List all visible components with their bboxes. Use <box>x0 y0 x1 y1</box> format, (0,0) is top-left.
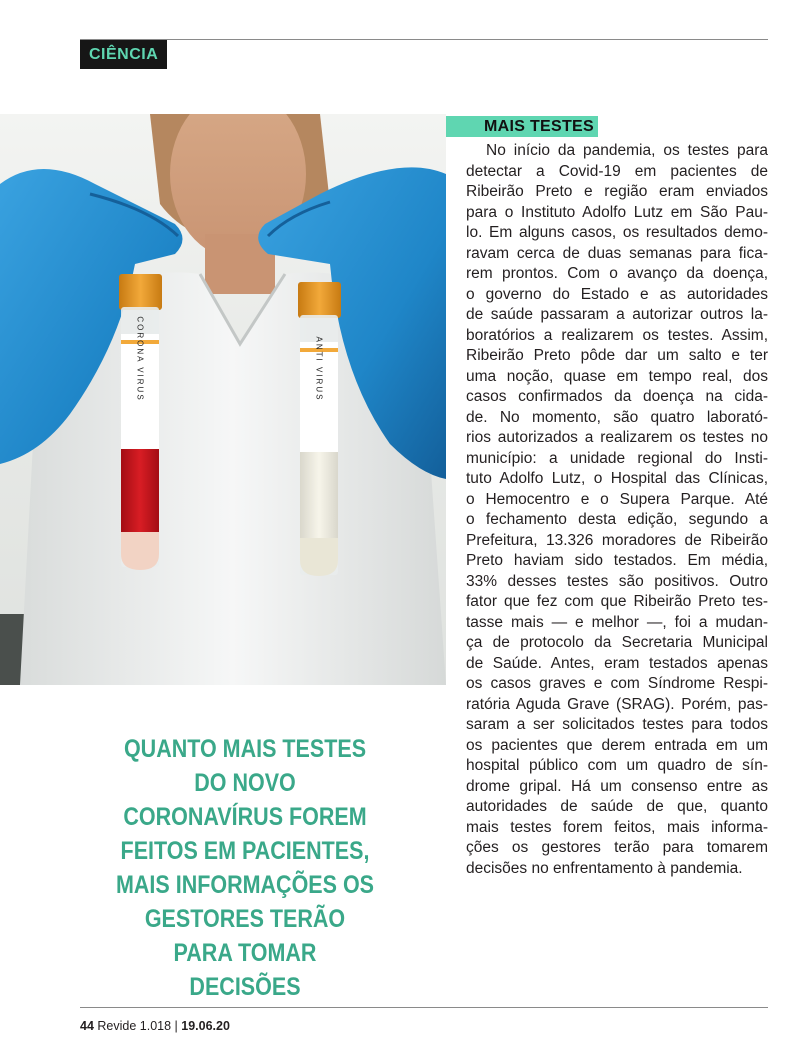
body-line: ratória Aguda Grave (SRAG). Porém, pas- <box>466 695 768 713</box>
body-line: os casos graves e com Síndrome Respi- <box>466 675 768 692</box>
tube-right-label: ANTI VIRUS <box>314 336 324 402</box>
article-photo <box>0 114 446 685</box>
body-line: decisões no enfrentamento à pandemia. <box>466 859 743 877</box>
body-line: ravam cerca de duas semanas para fica- <box>466 244 768 262</box>
body-line: tasse mais — e melhor —, foi a mudan- <box>466 613 768 631</box>
article-subheading: MAIS TESTES <box>484 118 594 135</box>
body-line: para o Instituto Adolfo Lutz em São Pau- <box>466 203 768 221</box>
body-line: saram a ser solicitados testes para todos <box>466 716 768 733</box>
top-rule <box>80 39 768 40</box>
body-line: tuto Adolfo Lutz, o Hospital das Clínicas, <box>466 470 768 487</box>
body-line: Ribeirão Preto e região eram enviados <box>466 183 768 200</box>
body-line: autoridades de saúde de que, quanto <box>466 798 768 815</box>
body-line: drome gripal. Há um consenso entre as <box>466 777 768 795</box>
section-tag: CIÊNCIA <box>80 40 167 69</box>
tube-left-label: CORONA VIRUS <box>135 316 145 402</box>
body-line: de. No momento, são quatro laborató- <box>466 408 768 426</box>
body-line: hospital público com um quadro de sín- <box>466 757 768 774</box>
body-line: Preto haviam sido testados. Em média, <box>466 552 768 569</box>
body-line: boratórios a realizarem os testes. Assim, <box>466 326 768 344</box>
body-line: município: a unidade regional do Insti- <box>466 449 768 467</box>
body-line: de Saúde. Antes, eram testados apenas <box>466 654 768 672</box>
magazine-issue: Revide 1.018 <box>97 1019 172 1033</box>
body-line: os pacientes que derem entrada em um <box>466 736 768 754</box>
body-line: o fechamento desta edição, segundo a <box>466 511 768 528</box>
issue-date: 19.06.20 <box>181 1019 230 1033</box>
body-line: ções os gestores terão para tomarem <box>466 839 768 856</box>
test-tubes-photo <box>0 114 446 685</box>
pull-quote: QUANTO MAIS TESTES DO NOVO CORONAVÍRUS FOREM FEITOS EM PACIENTES, MAIS INFORMAÇÕES OS GESTORES TERÃO PARA TOMAR DECISÕES <box>116 735 375 1001</box>
article-body <box>466 141 768 879</box>
page-number: 44 <box>80 1019 94 1033</box>
body-line: uma noção, quase em tempo real, dos <box>466 367 768 385</box>
body-line: Ribeirão Preto pôde dar um salto e ter <box>466 347 768 364</box>
body-line: o Hemocentro e o Supera Parque. Até <box>466 490 768 508</box>
body-line: 33% desses testes são positivos. Outro <box>466 572 768 590</box>
body-line: Prefeitura, 13.326 moradores de Ribeirão <box>466 531 768 549</box>
body-line: casos confirmados da doença na cida- <box>466 388 768 405</box>
body-line: ça de protocolo da Secretaria Municipal <box>466 634 768 651</box>
body-line: lo. Em alguns casos, os resultados demo- <box>466 224 768 241</box>
footer-separator: | <box>174 1019 178 1033</box>
body-line: o governo do Estado e as autoridades <box>466 285 768 303</box>
body-line: rios autorizados a realizarem os testes no <box>466 429 768 446</box>
bottom-rule <box>80 1007 768 1008</box>
body-line: No início da pandemia, os testes para <box>486 142 768 159</box>
body-line: rem prontos. Com o avanço da doença, <box>466 265 768 282</box>
page-footer <box>80 1019 230 1033</box>
body-line: mais testes forem feitos, mais informa- <box>466 818 768 836</box>
body-line: de saúde passaram a autorizar outros la- <box>466 306 768 323</box>
body-line: detectar a Covid-19 em pacientes de <box>466 162 768 180</box>
body-line: fator que fez com que Ribeirão Preto tes- <box>466 593 768 610</box>
